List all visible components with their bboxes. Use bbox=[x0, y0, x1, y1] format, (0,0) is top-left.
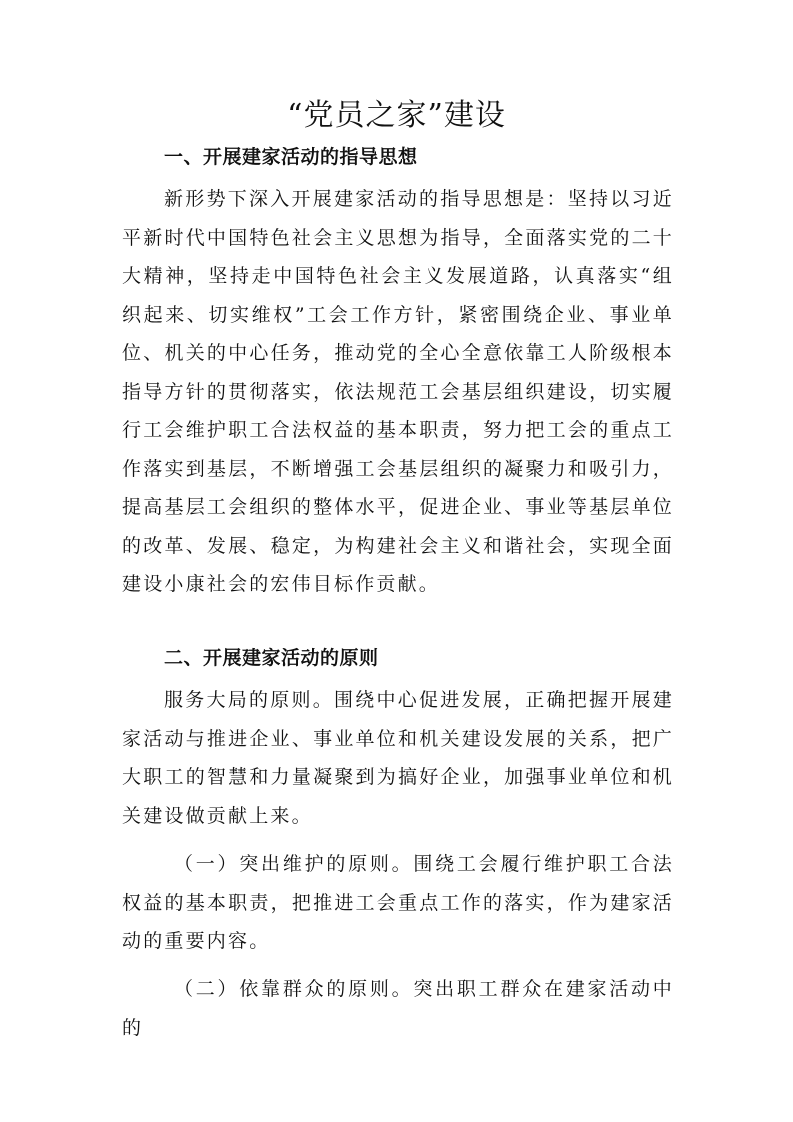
section-2 bbox=[122, 643, 674, 673]
section-1-heading: 一、开展建家活动的指导思想 bbox=[164, 146, 418, 168]
section-2-body-3 bbox=[122, 970, 674, 1047]
section-2-paragraph-2: （一）突出维护的原则。围绕工会履行维护职工合法权益的基本职责，把推进工会重点工作的落实，作为建家活动的重要内容。 bbox=[122, 853, 674, 952]
section-1-paragraph: 新形势下深入开展建家活动的指导思想是：坚持以习近平新时代中国特色社会主义思想为指导，全面落实党的二十大精神，坚持走中国特色社会主义发展道路，认真落实“组织起来、切实维权”工会工作方针，紧密围绕企业、事业单位、机关的中心任务，推动党的全心全意依靠工人阶级根本指导方针的贯彻落实，依法规范工会基层组织建设，切实履行工会维护职工合法权益的基本职责，努力把工会的重点工作落实到基层，不断增强工会基层组织的凝聚力和吸引力，提高基层工会组织的整体水平，促进企业、事业等基层单位的改革、发展、稳定，为构建社会主义和谐社会，实现全面建设小康社会的宏伟目标作贡献。 bbox=[122, 188, 674, 595]
section-2-heading: 二、开展建家活动的原则 bbox=[164, 647, 379, 669]
section-2-paragraph-3: （二）依靠群众的原则。突出职工群众在建家活动中的 bbox=[122, 978, 674, 1039]
section-1 bbox=[122, 142, 674, 172]
section-2-body-1 bbox=[122, 681, 674, 835]
document-title: “党员之家”建设 bbox=[287, 98, 506, 133]
section-2-paragraph-1: 服务大局的原则。围绕中心促进发展，正确把握开展建家活动与推进企业、事业单位和机关建设发展的关系，把广大职工的智慧和力量凝聚到为搞好企业，加强事业单位和机关建设做贡献上来。 bbox=[122, 689, 674, 827]
section-2-body-2 bbox=[122, 845, 674, 961]
section-1-body bbox=[122, 180, 674, 604]
